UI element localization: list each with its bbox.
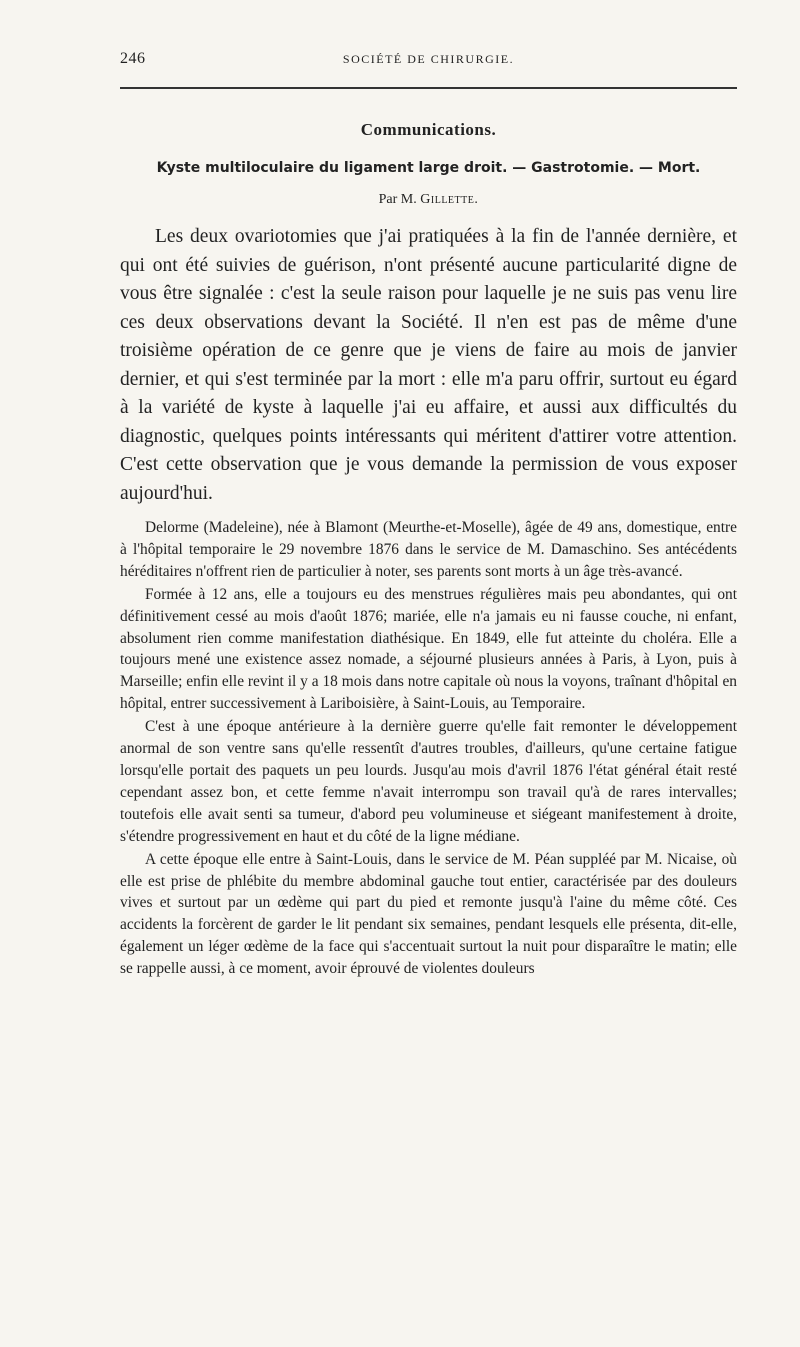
observation-paragraph: A cette époque elle entre à Saint-Louis, dans le service de M. Péan suppléé par M. Nicaise, où elle est prise de phlébite du membre abdominal gauche tout entier, caractérisée par des douleurs vives et surtout par un œdème qui part du pied et remonte jusqu'à l'aine du même côté. Ces accidents la forcèrent de garder le lit pendant six semaines, pendant lesquels elle présenta, dit-elle, également un léger œdème de la face qui s'accentuait surtout la nuit pour disparaître le matin; elle se rappelle aussi, à ce moment, avoir éprouvé de violentes douleurs: [120, 850, 737, 978]
author-name: Gillette.: [420, 192, 479, 207]
author-prefix: Par M.: [378, 192, 417, 207]
observation-section: [120, 517, 737, 981]
page-header: [120, 50, 737, 72]
header-rule: [120, 87, 737, 89]
section-heading: Communications.: [360, 120, 497, 139]
observation-paragraph: C'est à une époque antérieure à la dernière guerre qu'elle fait remonter le développement anormal de son ventre sans qu'elle ressentît d'autres troubles, d'ailleurs, qu'une certaine fatigue lorsqu'elle portait des paquets un peu lourds. Jusqu'au mois d'avril 1876 l'état général était resté cependant assez bon, et cette femme n'avait interrompu son travail qu'à de rares intervalles; toutefois elle avait senti sa tumeur, d'abord peu volumineuse et siégeant manifestement à droite, s'étendre progressivement en haut et du côté de la ligne médiane.: [120, 718, 737, 845]
intro-section: [120, 223, 737, 508]
author-line: [120, 192, 737, 208]
observation-paragraph: Delorme (Madeleine), née à Blamont (Meurthe-et-Moselle), âgée de 49 ans, domestique, entre à l'hôpital temporaire le 29 novembre 1876 dans le service de M. Damaschino. Ses antécédents héréditaires n'offrent rien de particulier à noter, ses parents sont morts à un âge très-avancé.: [120, 519, 737, 580]
article-title: Kyste multiloculaire du ligament large droit. — Gastrotomie. — Mort.: [156, 160, 701, 176]
intro-paragraph: Les deux ovariotomies que j'ai pratiquées à la fin de l'année dernière, et qui ont été suivies de guérison, n'ont présenté aucune particularité digne de vous être signalée : c'est la seule raison pour laquelle je ne suis pas venu lire ces deux observations devant la Société. Il n'en est pas de même d'une troisième opération de ce genre que je viens de faire au mois de janvier dernier, et qui s'est terminée par la mort : elle m'a paru offrir, surtout eu égard à la variété de kyste à laquelle j'ai eu affaire, et aussi aux difficultés du diagnostic, quelques points intéressants qui méritent d'attirer votre attention. C'est cette observation que je vous demande la permission de vous exposer aujourd'hui.: [120, 226, 737, 504]
running-title: SOCIÉTÉ DE CHIRURGIE.: [342, 52, 515, 66]
page-number: 246: [120, 50, 146, 67]
observation-paragraph: Formée à 12 ans, elle a toujours eu des menstrues régulières mais peu abondantes, qui ont définitivement cessé au mois d'août 1876; mariée, elle n'a jamais eu ni fausse couche, ni enfant, absolument rien comme manifestation diathésique. En 1849, elle fut atteinte du choléra. Elle a toujours mené une existence assez nomade, a séjourné plusieurs années à Paris, à Lyon, puis à Marseille; enfin elle revint il y a 18 mois dans notre capitale où nous la voyons, traînant d'hôpital en hôpital, entrer successivement à Lariboisière, à Saint-Louis, au Temporaire.: [120, 585, 737, 713]
